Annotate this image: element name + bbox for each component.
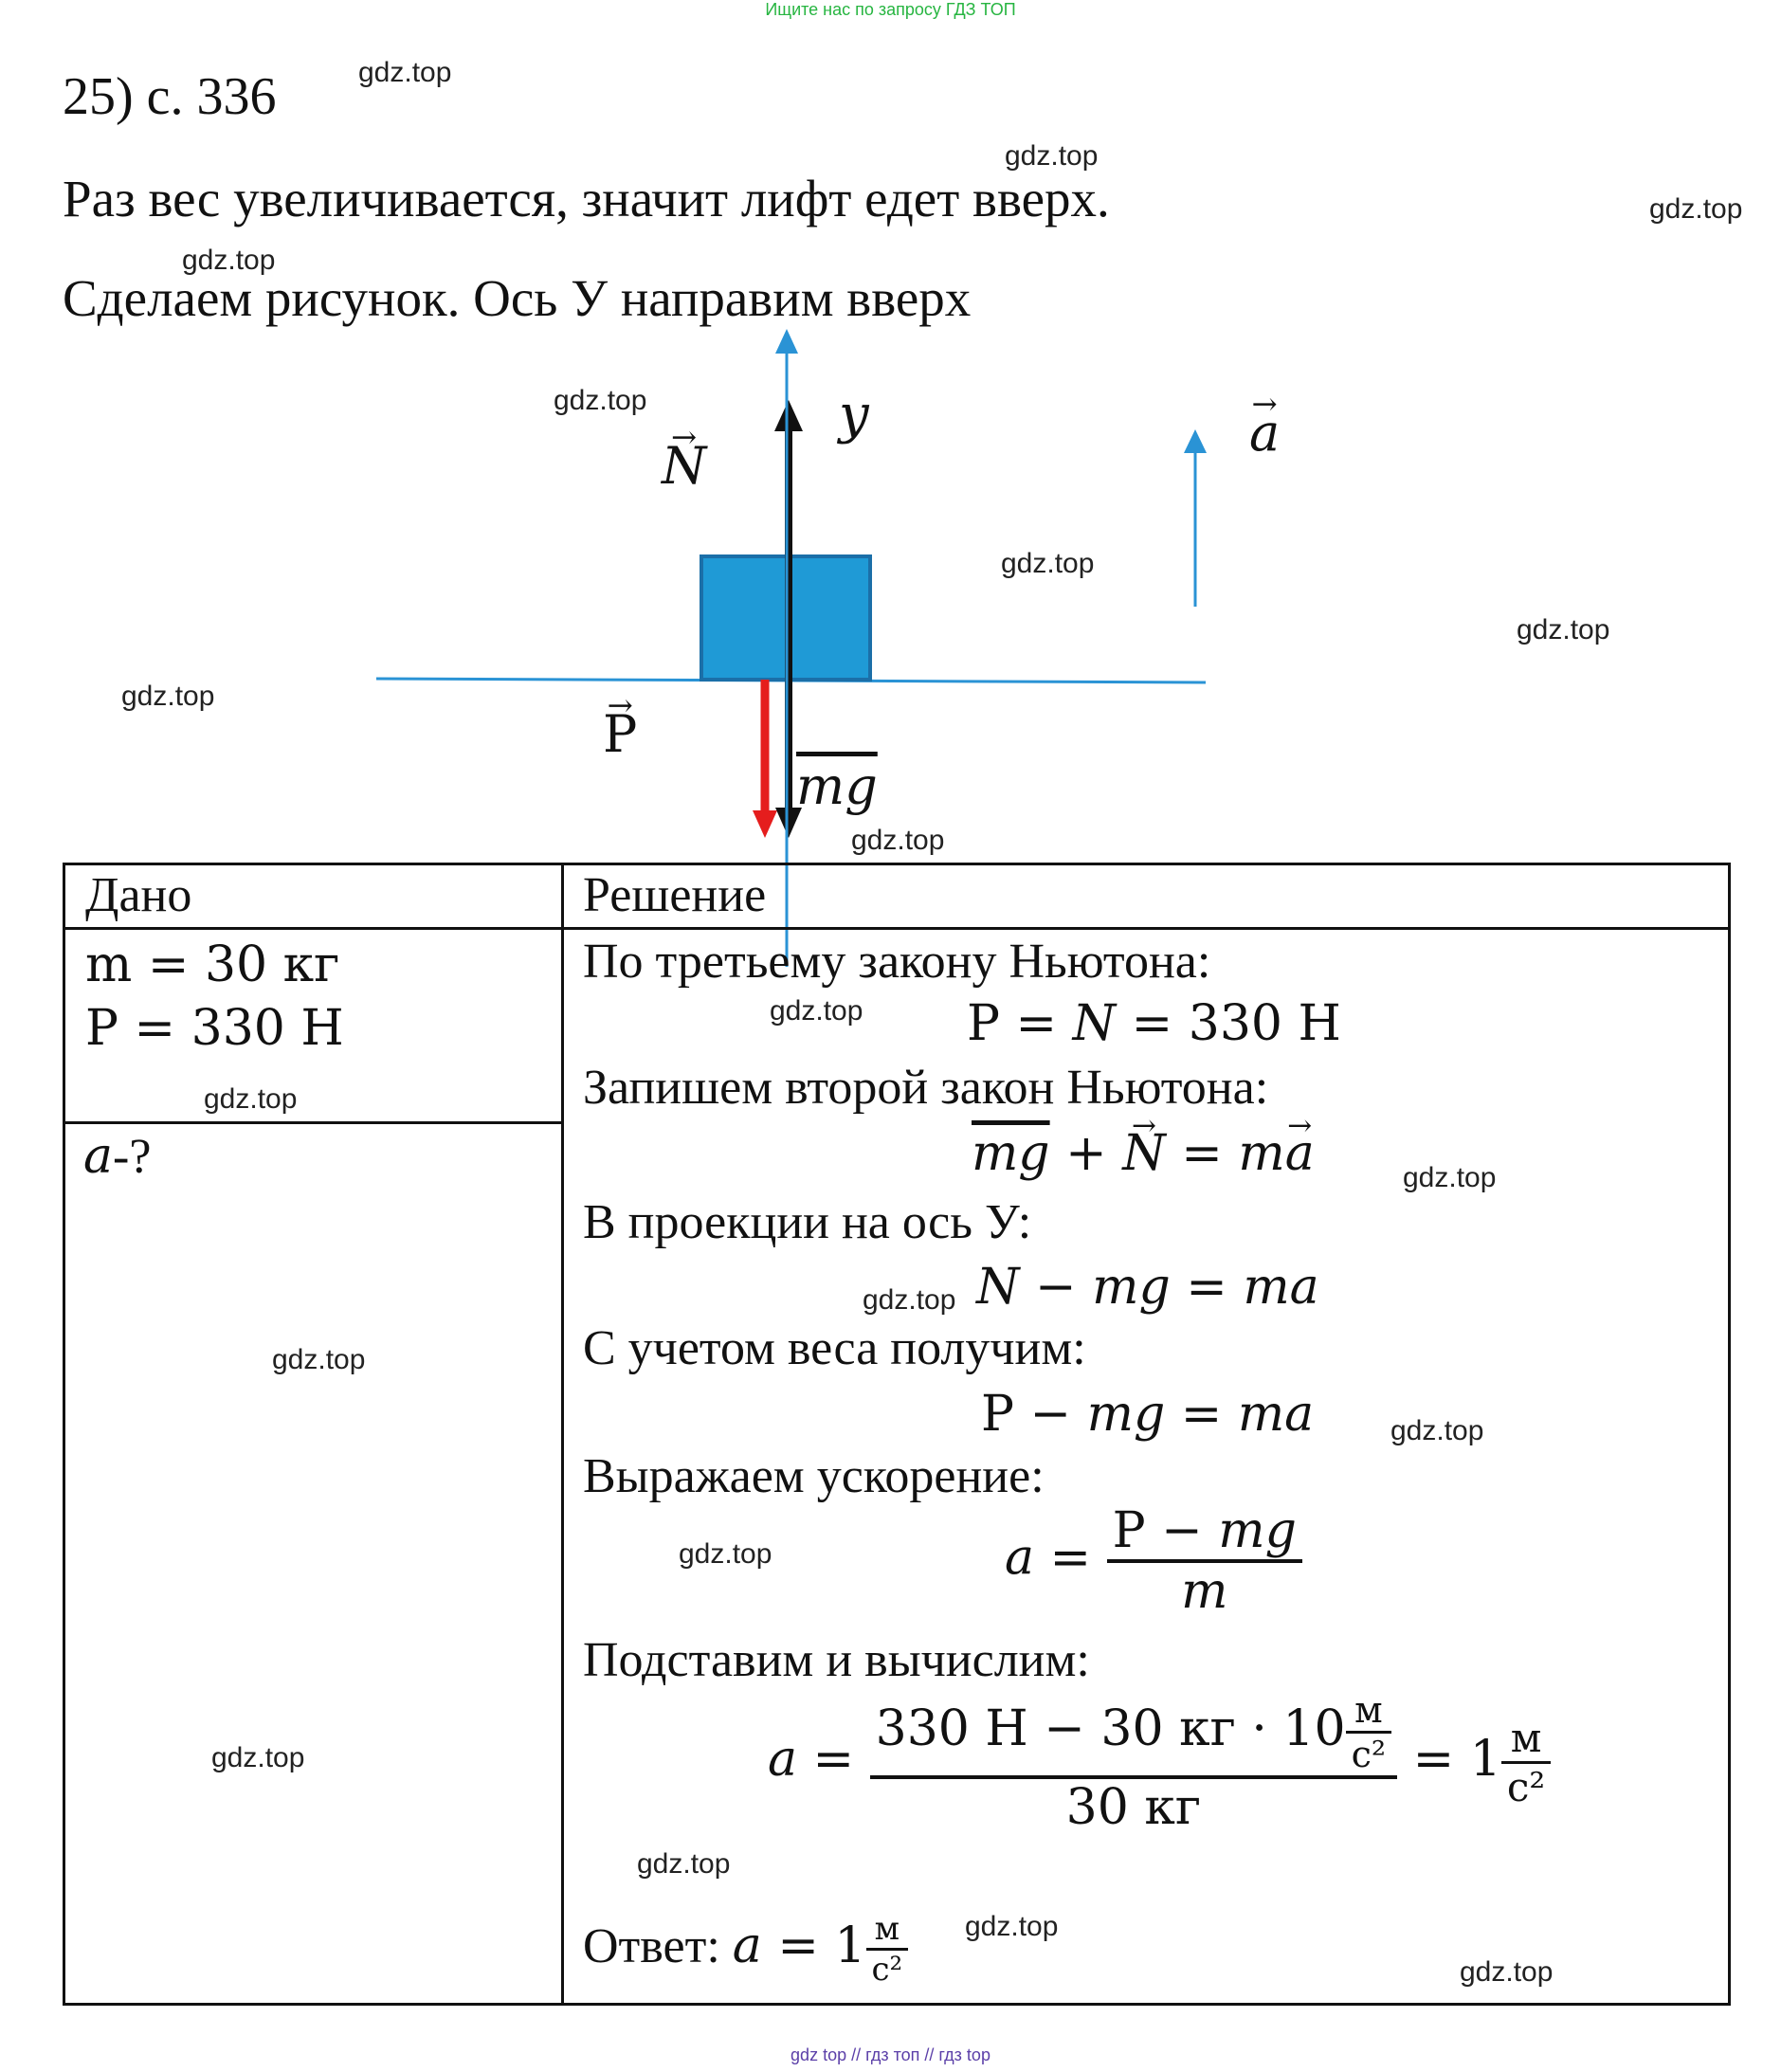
sol-line-6: Подставим и вычислим: [583, 1633, 1090, 1687]
sol-eq-5: a = $\frac{P - mg}{m}$ [1005, 1502, 1302, 1620]
watermark: gdz.top [182, 245, 276, 276]
sol-line-2: Запишем второй закон Ньютона: [583, 1061, 1269, 1115]
weight-arrow [753, 680, 777, 838]
watermark: gdz.top [554, 385, 647, 416]
watermark: gdz.top [1005, 140, 1099, 172]
answer: Ответ: a = 1 $\frac{м}{\text{с²}}$ [583, 1910, 908, 1989]
solution-header: Решение [583, 868, 767, 922]
watermark: gdz.top [679, 1538, 772, 1570]
y-axis-label: y [839, 384, 869, 445]
accel-label: → a [1249, 403, 1280, 463]
sol-line-5: Выражаем ускорение: [583, 1449, 1045, 1503]
intro-line-1: Раз вес увеличивается, значит лифт едет вверх. [63, 170, 1110, 227]
table-divider [561, 863, 564, 2006]
watermark: gdz.top [1390, 1415, 1484, 1446]
problem-number: 25) с. 336 [63, 67, 277, 126]
acceleration-arrow [1184, 429, 1207, 607]
sol-line-3: В проекции на ось У: [583, 1195, 1032, 1249]
sol-eq-1: P = N = 330 Н [967, 995, 1341, 1052]
footer: gdz top // гдз топ // гдз top [791, 2045, 990, 2064]
watermark: gdz.top [121, 681, 215, 712]
watermark: gdz.top [965, 1911, 1059, 1942]
given-weight: P = 330 Н [85, 1000, 344, 1057]
watermark: gdz.top [1460, 1956, 1554, 1988]
intro-line-2: Сделаем рисунок. Ось У направим вверх [63, 269, 972, 327]
watermark: gdz.top [1649, 193, 1743, 225]
watermark: gdz.top [1001, 548, 1095, 579]
sol-eq-4: P − mg = ma [981, 1386, 1315, 1443]
watermark: gdz.top [1517, 614, 1610, 645]
watermark: gdz.top [358, 57, 452, 88]
sol-line-1: По третьему закону Ньютона: [583, 935, 1211, 989]
find-question: a-? [83, 1128, 152, 1185]
header-row-line [63, 927, 1731, 930]
normal-label: → N [662, 436, 706, 496]
watermark: gdz.top [204, 1083, 298, 1115]
sol-line-4: С учетом веса получим: [583, 1321, 1086, 1375]
sol-eq-6: a = 330 Н − 30 кг · 10 $\frac{м}{\text{с²}}$ 30 кг = 1 $\frac{м}{\text{с²}}$ [768, 1689, 1551, 1836]
sol-eq-3: N − mg = ma [976, 1259, 1319, 1316]
watermark: gdz.top [851, 825, 945, 856]
weight-label: → P [603, 704, 637, 764]
watermark: gdz.top [272, 1344, 366, 1375]
watermark: gdz.top [637, 1848, 731, 1880]
watermark: gdz.top [1403, 1162, 1497, 1193]
given-find-line [63, 1121, 563, 1124]
gravity-label: $\overline{mg}$ [796, 756, 878, 816]
watermark: gdz.top [863, 1284, 956, 1316]
watermark: gdz.top [211, 1742, 305, 1773]
sol-eq-2: $\overline{mg}$ + → N = m→ a [972, 1125, 1315, 1182]
given-mass: m = 30 кг [85, 936, 340, 993]
given-header: Дано [85, 868, 192, 922]
watermark: gdz.top [770, 995, 863, 1027]
header-note: Ищите нас по запросу ГДЗ ТОП [765, 0, 1016, 19]
